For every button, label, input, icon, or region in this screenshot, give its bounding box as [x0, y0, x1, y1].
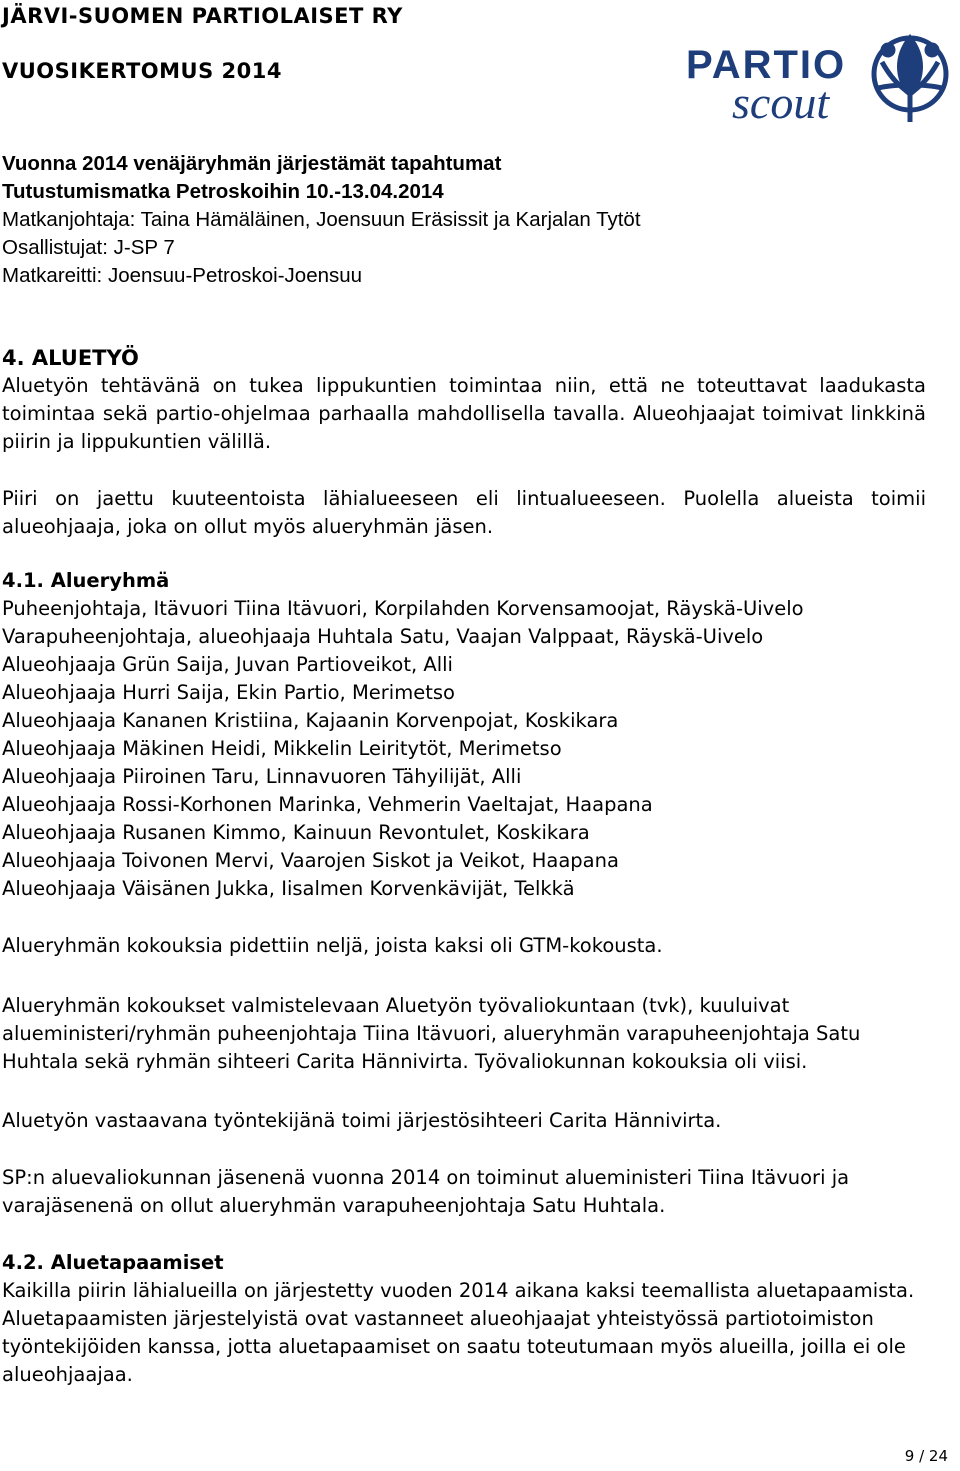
section-4-2-heading: 4.2. Aluetapaamiset	[2, 1251, 224, 1274]
section-4-paragraph-1: Aluetyön tehtävänä on tukea lippukuntien toimintaa niin, että ne toteuttavat laadukasta toimintaa sekä partio-ohjelmaa parhaalla mahdollisella tavalla. Alueohjaajat toimivat linkkinä piirin ja lippukuntien välillä.	[2, 374, 926, 453]
member-list-item: Alueohjaaja Väisänen Jukka, Iisalmen Korvenkävijät, Telkkä	[2, 877, 575, 900]
section-4-paragraph-2: Piiri on jaettu kuuteentoista lähialueeseen eli lintualueeseen. Puolella alueista toimii alueohjaaja, joka on ollut myös alueryhmän jäsen.	[2, 487, 926, 538]
section-4-2	[2, 1249, 926, 1389]
meetings-paragraph: Alueryhmän kokouksia pidettiin neljä, joista kaksi oli GTM-kokousta.	[2, 934, 663, 957]
member-list-item: Alueohjaaja Rossi-Korhonen Marinka, Vehmerin Vaeltajat, Haapana	[2, 793, 653, 816]
member-list-item: Alueohjaaja Piiroinen Taru, Linnavuoren Tähyilijät, Alli	[2, 765, 522, 788]
logo-text-scout: scout	[732, 77, 830, 128]
partio-scout-logo	[682, 22, 958, 132]
section-4-1-heading: 4.1. Alueryhmä	[2, 569, 170, 592]
member-list-item: Alueohjaaja Toivonen Mervi, Vaarojen Siskot ja Veikot, Haapana	[2, 849, 619, 872]
logo-text-partio: PARTIO	[686, 43, 847, 87]
report-title: VUOSIKERTOMUS 2014	[2, 59, 282, 83]
member-list-item: Alueohjaaja Grün Saija, Juvan Partioveikot, Alli	[2, 653, 453, 676]
trip-section	[2, 150, 926, 290]
member-list-item: Varapuheenjohtaja, alueohjaaja Huhtala Satu, Vaajan Valppaat, Räyskä-Uivelo	[2, 625, 764, 648]
section-4	[2, 344, 926, 456]
trip-heading: Vuonna 2014 venäjäryhmän järjestämät tapahtumat	[2, 152, 502, 175]
trip-leader: Matkanjohtaja: Taina Hämäläinen, Joensuun Eräsissit ja Karjalan Tytöt	[2, 208, 641, 231]
staff-paragraph: Aluetyön vastaavana työntekijänä toimi järjestösihteeri Carita Hännivirta.	[2, 1109, 722, 1132]
lily-icon	[874, 38, 946, 122]
sp-paragraph: SP:n aluevaliokunnan jäsenenä vuonna 2014 on toiminut alueministeri Tiina Itävuori ja varajäsenenä on ollut alueryhmän varapuheenjohtaja Satu Huhtala.	[2, 1166, 850, 1217]
section-4-2-paragraph: Kaikilla piirin lähialueilla on järjestetty vuoden 2014 aikana kaksi teemallista aluetapaamista. Aluetapaamisten järjestelyistä ovat vastanneet alueohjaajat yhteistyössä partiotoimiston työntekijöiden kanssa, jotta aluetapaamiset on saatu toteutumaan myös alueilla, joilla ei ole alueohjaajaa.	[2, 1279, 915, 1386]
tvk-paragraph: Alueryhmän kokoukset valmistelevaan Aluetyön työvaliokuntaan (tvk), kuuluivat alueministeri/ryhmän puheenjohtaja Tiina Itävuori, alueryhmän varapuheenjohtaja Satu Huhtala sekä ryhmän sihteeri Carita Hännivirta. Työvaliokunnan kokouksia oli viisi.	[2, 994, 861, 1073]
page-number: 9 / 24	[904, 1447, 948, 1465]
member-list-item: Alueohjaaja Kananen Kristiina, Kajaanin Korvenpojat, Koskikara	[2, 709, 619, 732]
trip-subheading: Tutustumismatka Petroskoihin 10.-13.04.2014	[2, 180, 444, 203]
trip-participants: Osallistujat: J-SP 7	[2, 236, 175, 259]
member-list-item: Puheenjohtaja, Itävuori Tiina Itävuori, Korpilahden Korvensamoojat, Räyskä-Uivelo	[2, 597, 804, 620]
trip-route: Matkareitti: Joensuu-Petroskoi-Joensuu	[2, 264, 363, 287]
section-4-heading: 4. ALUETYÖ	[2, 346, 139, 370]
organization-name: JÄRVI-SUOMEN PARTIOLAISET RY	[2, 4, 403, 28]
member-list-item: Alueohjaaja Rusanen Kimmo, Kainuun Revontulet, Koskikara	[2, 821, 590, 844]
section-4-1	[2, 567, 926, 903]
member-list-item: Alueohjaaja Hurri Saija, Ekin Partio, Merimetso	[2, 681, 455, 704]
member-list-item: Alueohjaaja Mäkinen Heidi, Mikkelin Leiritytöt, Merimetso	[2, 737, 562, 760]
